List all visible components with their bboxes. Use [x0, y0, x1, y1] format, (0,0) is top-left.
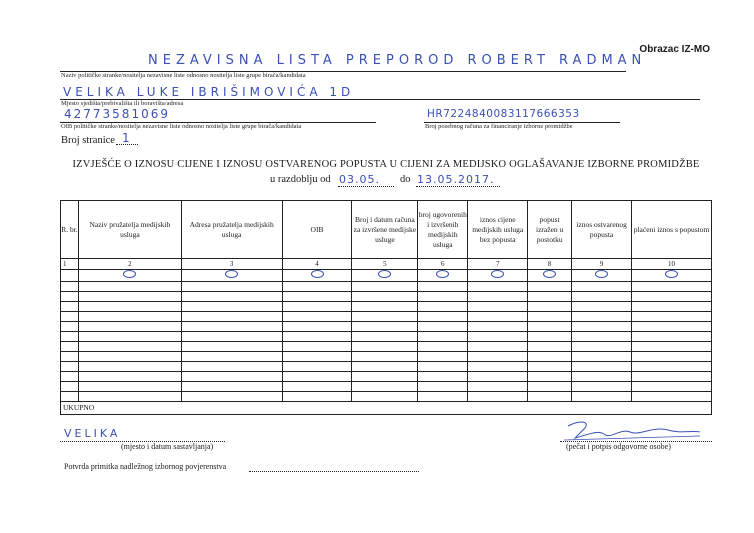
- table-row: [61, 392, 712, 402]
- table-cell: [78, 292, 181, 302]
- table-cell: [572, 270, 632, 282]
- table-cell: [282, 342, 352, 352]
- period-from-line: [338, 186, 394, 187]
- table-cell: [78, 342, 181, 352]
- table-cell: [282, 372, 352, 382]
- table-cell: [352, 372, 418, 382]
- table-row: [61, 312, 712, 322]
- table-cell: [572, 282, 632, 292]
- table-cell: [468, 312, 528, 322]
- table-cell: [418, 312, 468, 322]
- table-cell: [352, 392, 418, 402]
- table-cell: [418, 322, 468, 332]
- col-header-discount-amount: iznos ostvarenog popusta: [572, 201, 632, 259]
- table-cell: [632, 352, 712, 362]
- table-cell: [418, 372, 468, 382]
- report-title: IZVJEŠĆE O IZNOSU CIJENE I IZNOSU OSTVARENOG POPUSTA U CIJENI ZA MEDIJSKO OGLAŠAVANJE IZBORNE PROMIDŽBE: [72, 159, 700, 170]
- table-row: [61, 332, 712, 342]
- table-cell: [181, 322, 282, 332]
- zero-mark-row: [61, 270, 712, 282]
- period-to-label: do: [400, 174, 411, 185]
- table-cell: [61, 332, 79, 342]
- table-cell: [418, 292, 468, 302]
- table-row: [61, 382, 712, 392]
- table-cell: [61, 362, 79, 372]
- table-cell: [572, 362, 632, 372]
- place-date-value: VELIKA: [64, 427, 121, 440]
- zero-mark: [378, 270, 391, 278]
- table-cell: [352, 282, 418, 292]
- table-row: [61, 282, 712, 292]
- table-cell: [528, 282, 572, 292]
- party-name-value: NEZAVISNA LISTA PREPOROD ROBERT RADMAN: [148, 53, 647, 68]
- table-cell: [282, 292, 352, 302]
- table-row: [61, 342, 712, 352]
- col-number: 6: [418, 259, 468, 270]
- table-cell: [61, 270, 79, 282]
- table-cell: [78, 352, 181, 362]
- table-cell: [181, 270, 282, 282]
- table-row: [61, 292, 712, 302]
- table-cell: [352, 362, 418, 372]
- table-cell: [181, 312, 282, 322]
- table-cell: [528, 322, 572, 332]
- table-cell: [352, 312, 418, 322]
- table-cell: [181, 342, 282, 352]
- col-number: 9: [572, 259, 632, 270]
- table-cell: [468, 392, 528, 402]
- address-value: VELIKA LUKE IBRIŠIMOVIĆA 1D: [63, 85, 355, 99]
- period-to-line: [416, 186, 500, 187]
- table-cell: [418, 352, 468, 362]
- table-cell: [282, 312, 352, 322]
- table-cell: [352, 302, 418, 312]
- confirmation-label: Potvrda primitka nadležnog izbornog povjerenstva: [64, 462, 227, 471]
- col-number: 4: [282, 259, 352, 270]
- table-cell: [418, 382, 468, 392]
- table-cell: [61, 352, 79, 362]
- col-header-price: iznos cijene medijskih usluga bez popusta: [468, 201, 528, 259]
- table-cell: [468, 302, 528, 312]
- table-cell: [468, 352, 528, 362]
- table-cell: [78, 282, 181, 292]
- col-header-invoice: Broj i datum računa za izvršene medijske usluge: [352, 201, 418, 259]
- table-row: [61, 322, 712, 332]
- table-cell: [78, 382, 181, 392]
- zero-mark: [225, 270, 238, 278]
- table-cell: [632, 312, 712, 322]
- table-cell: [78, 302, 181, 312]
- table-cell: [78, 372, 181, 382]
- table-cell: [632, 282, 712, 292]
- table-cell: [61, 282, 79, 292]
- table-cell: [528, 382, 572, 392]
- table-cell: [282, 392, 352, 402]
- table-cell: [61, 292, 79, 302]
- table-cell: [181, 372, 282, 382]
- table-cell: [632, 342, 712, 352]
- table-cell: [418, 392, 468, 402]
- col-header-paid-amount: plaćeni iznos s popustom: [632, 201, 712, 259]
- col-number: 3: [181, 259, 282, 270]
- total-cell: [181, 402, 711, 415]
- table-cell: [61, 312, 79, 322]
- oib-label: OIB političke stranke/nositelja nezavisne liste odnosno nositelja liste grupe birača/kandidata: [61, 123, 302, 130]
- table-cell: [282, 332, 352, 342]
- table-cell: [78, 322, 181, 332]
- table-cell: [528, 372, 572, 382]
- table-cell: [632, 382, 712, 392]
- table-cell: [632, 372, 712, 382]
- table-cell: [181, 282, 282, 292]
- zero-mark: [123, 270, 136, 278]
- period-from: 03.05.: [339, 173, 380, 186]
- table-cell: [572, 342, 632, 352]
- table-cell: [528, 362, 572, 372]
- table-cell: [352, 342, 418, 352]
- table-cell: [352, 382, 418, 392]
- col-number: 2: [78, 259, 181, 270]
- col-header-oib: OIB: [282, 201, 352, 259]
- col-number: 7: [468, 259, 528, 270]
- table-cell: [61, 382, 79, 392]
- table-cell: [352, 332, 418, 342]
- table-cell: [282, 382, 352, 392]
- table-cell: [352, 352, 418, 362]
- page-number-value: 1: [122, 131, 132, 145]
- table-cell: [572, 332, 632, 342]
- zero-mark: [436, 270, 449, 278]
- table-cell: [468, 342, 528, 352]
- col-number: 1: [61, 259, 79, 270]
- place-date-label: (mjesto i datum sastavljanja): [121, 442, 214, 451]
- table-cell: [528, 352, 572, 362]
- header-row: [61, 201, 712, 259]
- table-cell: [418, 282, 468, 292]
- table-cell: [78, 312, 181, 322]
- table-cell: [468, 362, 528, 372]
- col-header-provider-name: Naziv pružatelja medijskih usluga: [78, 201, 181, 259]
- table-cell: [528, 312, 572, 322]
- table-cell: [468, 292, 528, 302]
- table-cell: [181, 352, 282, 362]
- table-cell: [181, 332, 282, 342]
- col-header-provider-address: Adresa pružatelja medijskih usluga: [181, 201, 282, 259]
- table-cell: [528, 292, 572, 302]
- table-cell: [78, 270, 181, 282]
- period-prefix: u razdoblju od: [270, 174, 331, 185]
- signature-label: (pečat i potpis odgovorne osobe): [566, 442, 671, 451]
- table-cell: [528, 302, 572, 312]
- table-row: [61, 352, 712, 362]
- zero-mark: [665, 270, 678, 278]
- table-cell: [468, 372, 528, 382]
- table-cell: [61, 342, 79, 352]
- table-cell: [282, 302, 352, 312]
- table-cell: [61, 372, 79, 382]
- table-cell: [572, 312, 632, 322]
- table-cell: [468, 282, 528, 292]
- table-cell: [632, 270, 712, 282]
- table-cell: [78, 332, 181, 342]
- table-cell: [418, 342, 468, 352]
- table-cell: [181, 382, 282, 392]
- confirmation-line: [249, 471, 419, 472]
- table-cell: [572, 392, 632, 402]
- table-cell: [468, 322, 528, 332]
- col-header-rbr: R. br.: [61, 201, 79, 259]
- table-cell: [528, 342, 572, 352]
- table-cell: [528, 392, 572, 402]
- table-cell: [632, 362, 712, 372]
- table-cell: [61, 322, 79, 332]
- col-number: 10: [632, 259, 712, 270]
- table-cell: [572, 382, 632, 392]
- table-cell: [632, 292, 712, 302]
- table-cell: [352, 270, 418, 282]
- table-row: [61, 372, 712, 382]
- table-cell: [282, 282, 352, 292]
- col-number: 5: [352, 259, 418, 270]
- table-cell: [352, 322, 418, 332]
- table-cell: [78, 392, 181, 402]
- table-cell: [632, 332, 712, 342]
- table-cell: [78, 362, 181, 372]
- col-number: 8: [528, 259, 572, 270]
- table-cell: [632, 392, 712, 402]
- table-cell: [181, 362, 282, 372]
- account-label: Broj posebnog računa za financiranje izborne promidžbe: [425, 123, 573, 130]
- column-number-row: [61, 259, 712, 270]
- table-cell: [352, 292, 418, 302]
- address-label: Mjesto sjedišta/prebivališta ili boravišta/adresa: [61, 100, 184, 107]
- table-cell: [61, 302, 79, 312]
- party-name-label: Naziv političke stranke/nositelja nezavisne liste odnosno nositelja liste grupe birača/kandidata: [61, 72, 306, 79]
- table-cell: [61, 392, 79, 402]
- table-cell: [572, 352, 632, 362]
- table-cell: [572, 322, 632, 332]
- col-header-discount-percent: popust izražen u postotku: [528, 201, 572, 259]
- table-cell: [632, 302, 712, 312]
- media-services-table: [60, 200, 712, 415]
- table-cell: [528, 332, 572, 342]
- table-cell: [418, 332, 468, 342]
- table-cell: [181, 302, 282, 312]
- table-cell: [468, 332, 528, 342]
- zero-mark: [311, 270, 324, 278]
- table-row: [61, 302, 712, 312]
- col-header-service-count: broj ugovorenih i izvršenih medijskih usluga: [418, 201, 468, 259]
- table-cell: [282, 362, 352, 372]
- zero-mark: [543, 270, 556, 278]
- table-cell: [418, 302, 468, 312]
- table-cell: [181, 292, 282, 302]
- table-cell: [468, 382, 528, 392]
- zero-mark: [491, 270, 504, 278]
- table-cell: [572, 302, 632, 312]
- period-to: 13.05.2017.: [417, 173, 495, 186]
- total-label: UKUPNO: [61, 402, 182, 415]
- oib-value: 42773581069: [64, 107, 170, 121]
- table-cell: [528, 270, 572, 282]
- table-cell: [282, 270, 352, 282]
- total-row: [61, 402, 712, 415]
- table-cell: [418, 270, 468, 282]
- table-row: [61, 362, 712, 372]
- table-cell: [181, 392, 282, 402]
- account-value: HR7224840083117666353: [427, 108, 580, 120]
- zero-mark: [595, 270, 608, 278]
- table-cell: [418, 362, 468, 372]
- table-cell: [282, 322, 352, 332]
- table-cell: [572, 292, 632, 302]
- table-cell: [468, 270, 528, 282]
- page-number-label: Broj stranice: [61, 135, 115, 146]
- form-code: Obrazac IZ-MO: [639, 44, 710, 55]
- table-cell: [572, 372, 632, 382]
- table-cell: [282, 352, 352, 362]
- table-cell: [632, 322, 712, 332]
